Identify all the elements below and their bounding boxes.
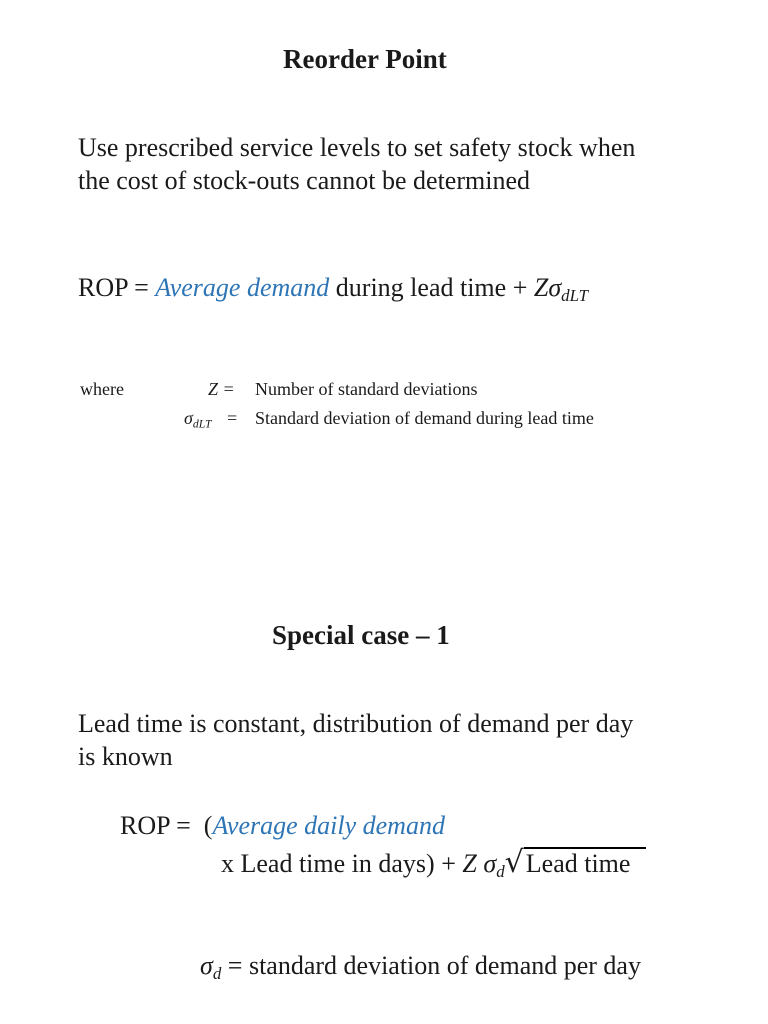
sigma-d-subscript: d bbox=[496, 862, 505, 882]
section2-description bbox=[78, 707, 633, 773]
average-daily-demand-term: Average daily demand bbox=[212, 811, 445, 840]
section1-description-line2: the cost of stock-outs cannot be determined bbox=[78, 166, 530, 195]
section1-description bbox=[78, 131, 635, 197]
sigma-definition-symbol bbox=[184, 408, 212, 431]
sigma-subscript: dLT bbox=[561, 286, 589, 306]
sigma-d-def-symbol: σ bbox=[200, 951, 213, 980]
radicand-lead-time: Lead time bbox=[524, 847, 647, 878]
rop-middle: during lead time + bbox=[329, 273, 534, 302]
rop-formula-general bbox=[78, 271, 588, 312]
average-demand-term: Average demand bbox=[155, 273, 330, 302]
sigma-symbol: σ bbox=[548, 273, 562, 302]
sigma-definition-eq: = bbox=[227, 408, 238, 428]
section2-description-line1: Lead time is constant, distribution of demand per day bbox=[78, 709, 634, 738]
sigma-d-def-subscript: d bbox=[212, 964, 222, 984]
section1-title: Reorder Point bbox=[283, 44, 447, 74]
sigma-definition-text: Standard deviation of demand during lead time bbox=[255, 408, 594, 428]
sigma-def-subscript: dLT bbox=[192, 417, 212, 431]
z-symbol-special: Z bbox=[462, 849, 477, 878]
z-symbol: Z bbox=[533, 273, 549, 302]
z-def-symbol: Z = bbox=[208, 379, 235, 399]
rop-formula-special-line2 bbox=[221, 846, 646, 888]
radical-sign: √ bbox=[504, 845, 524, 880]
sigma-d-definition bbox=[200, 949, 641, 990]
section2-description-line2: is known bbox=[78, 742, 173, 771]
rop-lhs: ROP = bbox=[78, 273, 156, 302]
sigma-def-symbol: σ bbox=[184, 408, 193, 428]
square-root bbox=[505, 846, 647, 880]
section1-description-line1: Use prescribed service levels to set safety stock when bbox=[78, 133, 636, 162]
z-definition-text: Number of standard deviations bbox=[255, 379, 478, 399]
sigma-d-def-text: = standard deviation of demand per day bbox=[221, 951, 641, 980]
rop-special-line2-text: x Lead time in days) + bbox=[221, 849, 463, 878]
section2-title: Special case – 1 bbox=[272, 620, 450, 650]
open-paren: ( bbox=[203, 811, 213, 840]
rop-formula-special-line1 bbox=[120, 809, 445, 842]
rop-special-lhs: ROP = bbox=[120, 811, 198, 840]
where-label: where bbox=[80, 379, 124, 399]
z-definition-symbol bbox=[208, 379, 235, 400]
sigma-d-symbol: σ bbox=[483, 849, 497, 878]
